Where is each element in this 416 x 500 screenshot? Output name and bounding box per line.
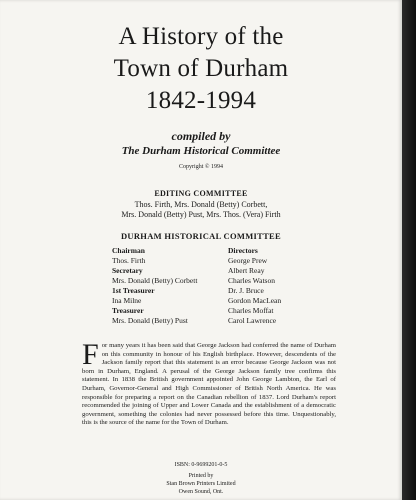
editing-committee-line-2: Mrs. Donald (Betty) Pust, Mrs. Thos. (Vera) Firth (121, 210, 281, 219)
treasurer-name: Mrs. Donald (Betty) Pust (112, 316, 188, 325)
drop-cap: F (82, 338, 99, 371)
printer-line-3: Owen Sound, Ont. (178, 489, 224, 495)
first-treasurer-label: 1st Treasurer (112, 286, 155, 295)
title-line-2: Town of Durham (113, 55, 289, 82)
isbn: ISBN: 0-9699201-0-5 (174, 462, 228, 468)
copyright-notice: Copyright © 1994 (179, 164, 223, 170)
officers-column (112, 246, 232, 326)
chairman-name: Thos. Firth (112, 256, 146, 265)
chairman-label: Chairman (112, 246, 145, 255)
editing-committee-heading: EDITING COMMITTEE (154, 189, 248, 198)
treasurer-label: Treasurer (112, 306, 144, 315)
director-name: Dr. J. Bruce (228, 286, 264, 295)
compiler-name: The Durham Historical Committee (121, 145, 281, 157)
director-name: Gordon MacLean (228, 296, 282, 305)
director-name: Albert Reay (228, 266, 265, 275)
director-name: Charles Watson (228, 276, 275, 285)
book-spine (402, 0, 416, 500)
director-name: George Prew (228, 256, 268, 265)
printer-line-1: Printed by (188, 473, 214, 479)
compiled-by: compiled by (171, 129, 231, 143)
editing-committee-line-1: Thos. Firth, Mrs. Donald (Betty) Corbett, (134, 200, 268, 209)
director-name: Carol Lawrence (228, 316, 277, 325)
first-treasurer-name: Ina Milne (112, 296, 142, 305)
secretary-label: Secretary (112, 266, 143, 275)
title-line-1: A History of the (118, 23, 284, 50)
title-line-3: 1842-1994 (145, 87, 257, 114)
printer-line-2: Stan Brown Printers Limited (166, 481, 236, 487)
historical-committee-heading: DURHAM HISTORICAL COMMITTEE (120, 231, 282, 241)
secretary-name: Mrs. Donald (Betty) Corbett (112, 276, 198, 285)
directors-column (228, 246, 348, 326)
director-name: Charles Moffat (228, 306, 274, 315)
intro-paragraph (82, 338, 336, 428)
intro-text: or many years it has been said that George Jackson had conferred the name of Durham on this community in honour of his English birthplace. However, descendents of the Jackson family report that this statement is an error because George Jackson was not born in Durham, England. A perusal of the George Jackson family tree confirms this statement. In 1838 the British government appointed John George Lambton, the Earl of Durham, Governor-General and High Commissioner of British North America. He was responsible for preparing a report on the Canadian rebellion of 1837. Lord Durham's report recommended the joining of Upper and Lower Canada and the establishment of a democratic government, something the colonies had never possessed before this time. Unquestionably, this is the source of the name for the Town of Durham. (82, 342, 336, 427)
directors-label: Directors (228, 246, 258, 255)
